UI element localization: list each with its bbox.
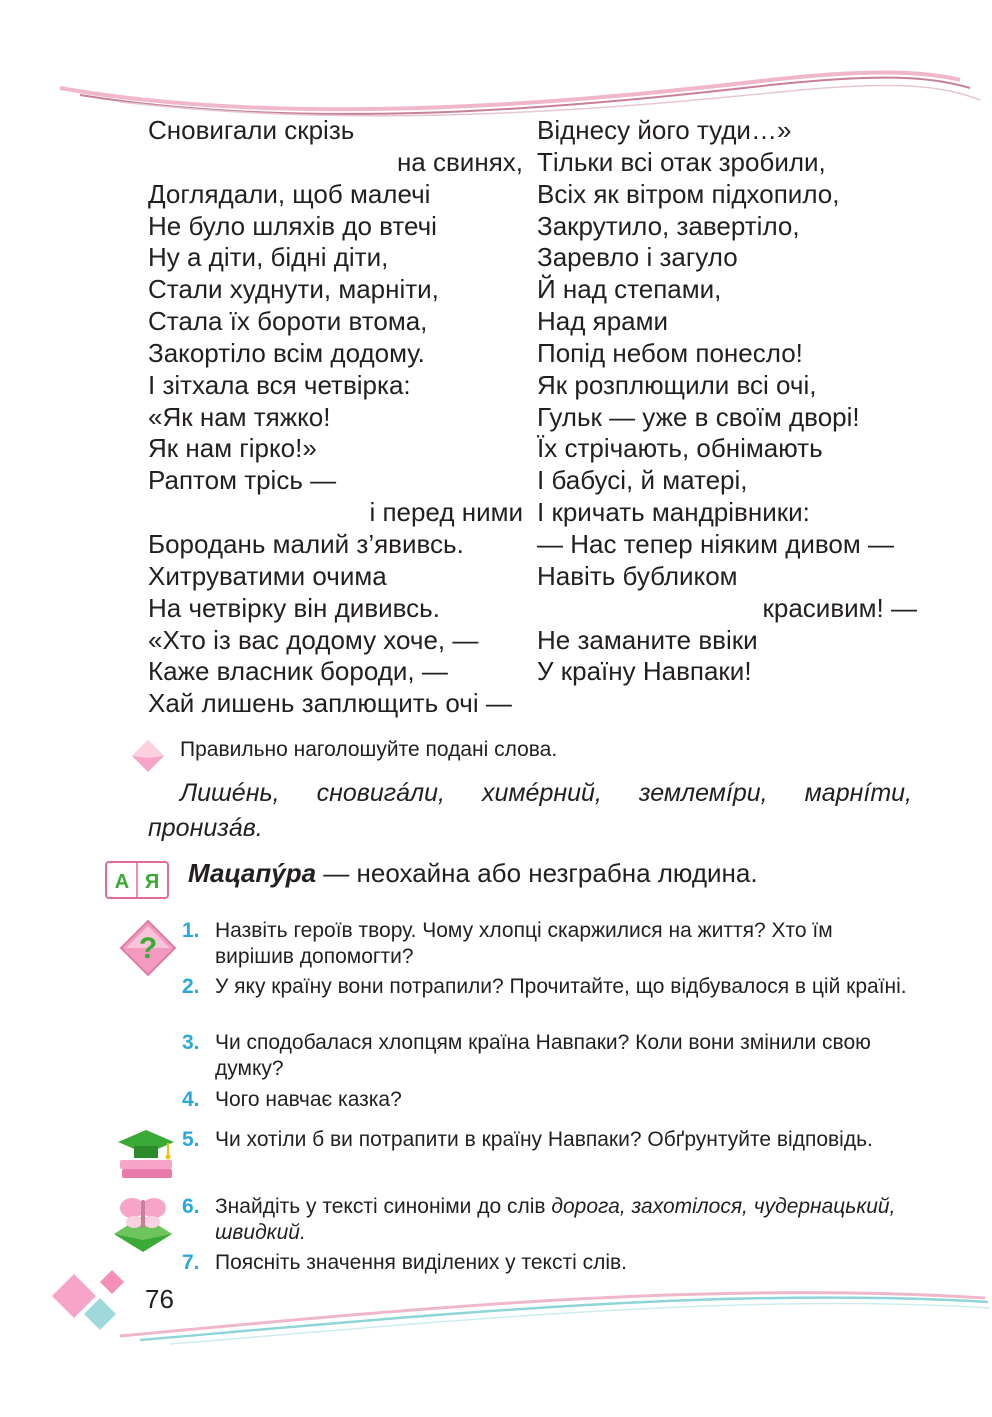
dictionary-book-icon [104,858,170,902]
poem-line: Як розплющили всі очі, [537,369,817,400]
question-item [182,1127,914,1153]
question-number: 2. [182,975,200,998]
question-item [182,1030,914,1082]
poem-line: На четвірку він дививсь. [148,592,440,623]
poem-line: І зітхала вся четвірка: [148,369,411,400]
question-text: Назвіть героїв твору. Чому хлопці скаржилися на життя? Хто їм вирішив допомогти? [215,919,833,968]
poem-line: Над ярами [537,306,669,337]
question-number: 1. [182,919,200,942]
poem-line: Стала їх бороти втома, [148,306,428,337]
question-mark-icon [118,918,178,978]
poem-line: Хай лишень заплющить очі — [148,688,512,719]
poem-line: красивим! — [762,592,917,623]
question-text-italic-words: дорога, захотілося, чудернацький, швидкий. [215,1195,896,1244]
poem-line: Хитруватими очима [148,560,387,591]
poem-line: Їх стрічають, обнімають [537,433,823,464]
poem-line: «Як нам тяжко! [148,401,331,432]
question-text: У яку країну вони потрапили? Прочитайте, що відбувалося в цій країні. [215,975,907,998]
poem-line: Раптом трісь — [148,465,337,496]
corner-diamonds-decoration [44,1266,134,1338]
page-number: 76 [145,1284,174,1314]
pink-diamond-icon [130,738,166,774]
question-item [182,1087,914,1113]
poem-line: Тільки всі отак зробили, [537,146,826,177]
poem-line: Віднесу його туди…» [537,115,792,145]
question-text: Чи хотіли б ви потрапити в країну Навпаки? Обґрунтуйте відповідь. [215,1128,873,1151]
poem-line: Попід небом понесло! [537,337,803,368]
vocabulary-entry [188,858,758,889]
question-item [182,1250,914,1276]
poem-line: «Хто із вас додому хоче, — [148,624,479,655]
poem-line: Ну а діти, бідні діти, [148,242,389,273]
poem-line: І бабусі, й матері, [537,465,748,496]
question-text [215,1194,914,1246]
poem-left-column [148,115,523,720]
question-item [182,918,914,970]
poem-line: Не було шляхів до втечі [148,210,437,241]
poem-line: Як нам гірко!» [148,433,317,464]
poem-line: і перед ними [369,497,523,528]
question-item [182,974,914,1000]
question-number: 4. [182,1088,200,1111]
question-number: 3. [182,1031,200,1054]
butterfly-icon [108,1190,178,1256]
poem-line: Доглядали, щоб малечі [148,178,431,209]
poem-line: Заревло і загуло [537,242,738,273]
dictionary-icon-letter-ya: Я [144,871,160,893]
poem-line: на свинях, [396,146,523,177]
poem-line: Каже власник бороди, — [148,656,448,687]
question-text: Чи сподобалася хлопцям країна Навпаки? Коли вони змінили свою думку? [215,1031,871,1080]
question-number: 6. [182,1195,200,1218]
question-text: Чого навчає казка? [215,1088,402,1111]
poem-line: Закрутило, завертіло, [537,210,800,241]
poem-line: Гульк — уже в своїм дворі! [537,401,860,432]
poem-line: — Нас тепер ніяким дивом — [537,528,894,559]
poem-line: Навіть бубликом [537,560,738,591]
vocabulary-definition: — неохайна або незграбна людина. [316,858,758,888]
poem-line: У країну Навпаки! [537,656,752,687]
poem-line: Сновигали скрізь [148,115,355,145]
question-text-plain: Знайдіть у тексті синоніми до слів [215,1195,552,1218]
dictionary-icon-letter-a: А [114,871,130,893]
question-number: 7. [182,1251,200,1274]
poem-right-column [537,115,917,688]
svg-text:?: ? [138,932,158,965]
vocabulary-term: Мацапýра [188,858,317,888]
graduation-cap-books-icon [114,1126,178,1182]
poem-line: Бородань малий з’явивсь. [148,528,464,559]
question-item [182,1194,914,1246]
question-text: Поясніть значення виділених у тексті слів. [215,1251,628,1274]
poem-line: Стали худнути, марніти, [148,274,439,305]
stress-task-instruction: Правильно наголошуйте подані слова. [180,738,558,761]
stress-words: Лишéнь, сновигáли, химéрний, землемíри, марнíти, пронизáв. [148,779,912,842]
poem-line: Всіх як вітром підхопило, [537,178,840,209]
poem-line: Закортіло всім додому. [148,337,425,368]
poem-line: Й над степами, [537,274,722,305]
question-number: 5. [182,1128,200,1151]
poem-line: І кричать мандрівники: [537,497,810,528]
poem-line: Не заманите ввіки [537,624,758,655]
